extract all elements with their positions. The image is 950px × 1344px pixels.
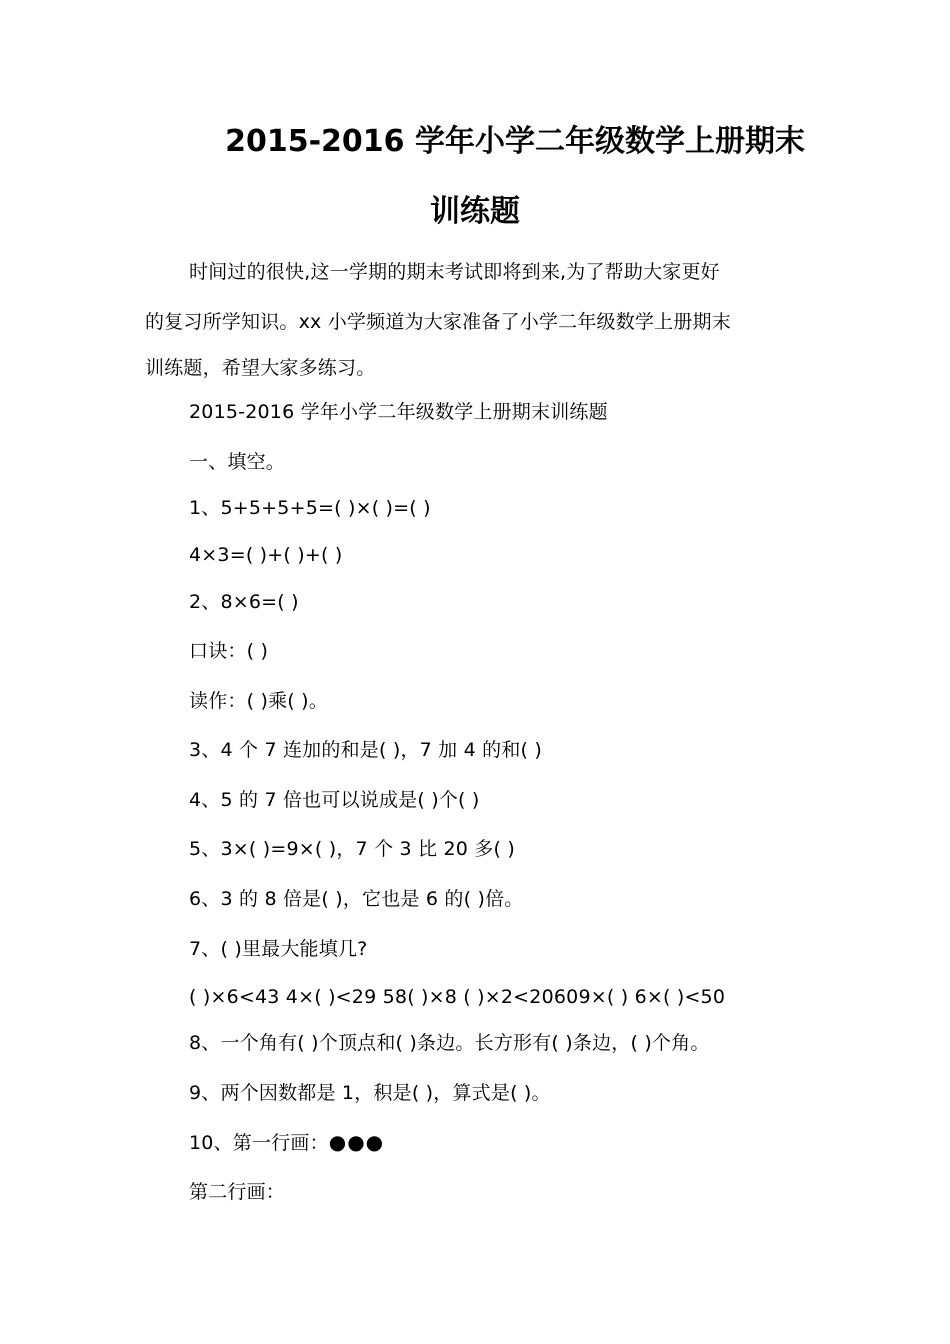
question-8: 8、一个角有( )个顶点和( )条边。长方形有( )条边，( )个角。: [189, 1032, 710, 1054]
question-2-line-3: 读作：( )乘( )。: [189, 690, 328, 712]
question-10-line-1: [189, 1129, 384, 1156]
question-5: 5、3×( )=9×( )，7 个 3 比 20 多( ): [189, 838, 515, 860]
question-10-label: 10、第一行画：: [189, 1132, 329, 1154]
intro-paragraph-line-1: 时间过的很快,这一学期的期末考试即将到来,为了帮助大家更好: [189, 261, 720, 283]
question-4: 4、5 的 7 倍也可以说成是( )个( ): [189, 789, 480, 811]
question-7-line-2: ( )×6<43 4×( )<29 58( )×8 ( )×2<20609×( ) 6×( )<50: [189, 986, 726, 1008]
document-title-line-2: 训练题: [430, 194, 520, 229]
intro-paragraph-line-2: 的复习所学知识。xx 小学频道为大家准备了小学二年级数学上册期末: [145, 311, 731, 333]
question-6: 6、3 的 8 倍是( )，它也是 6 的( )倍。: [189, 888, 524, 910]
question-2-line-2: 口诀：( ): [189, 640, 269, 662]
question-2-line-1: 2、8×6=( ): [189, 591, 299, 613]
document-title-line-1: 2015-2016 学年小学二年级数学上册期末: [225, 124, 805, 159]
question-10-line-2: 第二行画：: [189, 1181, 286, 1203]
question-1-line-1: 1、5+5+5+5=( )×( )=( ): [189, 497, 431, 519]
filled-circles-icon: ●●●: [328, 1130, 385, 1154]
question-3: 3、4 个 7 连加的和是( )，7 加 4 的和( ): [189, 739, 543, 761]
document-subtitle: 2015-2016 学年小学二年级数学上册期末训练题: [189, 401, 608, 423]
section-heading-fill-in: 一、填空。: [189, 451, 286, 473]
question-1-line-2: 4×3=( )+( )+( ): [189, 544, 343, 566]
intro-paragraph-line-3: 训练题，希望大家多练习。: [145, 357, 376, 379]
question-9: 9、两个因数都是 1，积是( )，算式是( )。: [189, 1082, 551, 1104]
question-7-line-1: 7、( )里最大能填几?: [189, 938, 368, 960]
